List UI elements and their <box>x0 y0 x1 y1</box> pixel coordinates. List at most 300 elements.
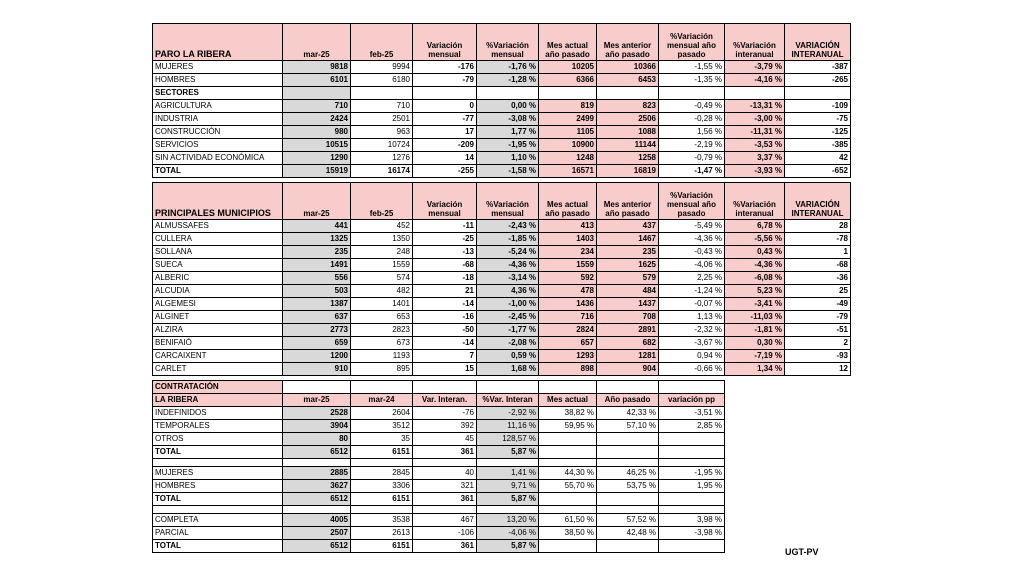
table-row <box>153 420 725 433</box>
table-cell: 1248 <box>539 152 597 165</box>
spacer-cell <box>477 459 539 467</box>
table-cell <box>659 433 725 446</box>
table-cell <box>283 381 351 394</box>
table-cell: 1290 <box>283 152 351 165</box>
table-cell: 437 <box>597 220 659 233</box>
table-cell: -1,95 % <box>659 467 725 480</box>
column-header: feb-25 <box>351 24 413 61</box>
table-cell: 0,30 % <box>725 337 785 350</box>
table-cell <box>539 493 597 506</box>
table-row <box>153 246 851 259</box>
table-cell: 2507 <box>283 527 351 540</box>
table-cell: 819 <box>539 100 597 113</box>
table-cell <box>659 540 725 553</box>
table-cell: 361 <box>413 493 477 506</box>
row-label: SUECA <box>153 259 283 272</box>
table-cell: -13 <box>413 246 477 259</box>
table-cell: -36 <box>785 272 851 285</box>
table-cell: 46,25 % <box>597 467 659 480</box>
table-cell: 10366 <box>597 61 659 74</box>
column-header: Mes anterior año pasado <box>597 24 659 61</box>
row-label: HOMBRES <box>153 74 283 87</box>
table-cell: 898 <box>539 363 597 376</box>
table-cell: -0,79 % <box>659 152 725 165</box>
column-header: %Variación interanual <box>725 24 785 61</box>
row-label: OTROS <box>153 433 283 446</box>
table-cell: -3,67 % <box>659 337 725 350</box>
spacer-cell <box>283 459 351 467</box>
table-cell: 6366 <box>539 74 597 87</box>
table-cell: -1,77 % <box>477 324 539 337</box>
table-cell: 6151 <box>351 540 413 553</box>
row-label: BENIFAIÓ <box>153 337 283 350</box>
table-cell: -106 <box>413 527 477 540</box>
column-header: VARIACIÓN INTERANUAL <box>785 183 851 220</box>
table-cell: 1,77 % <box>477 126 539 139</box>
table-cell: 2823 <box>351 324 413 337</box>
table-cell: 1,13 % <box>659 311 725 324</box>
table-cell: 1293 <box>539 350 597 363</box>
table-cell: 710 <box>351 100 413 113</box>
row-label: ALCUDIA <box>153 285 283 298</box>
table-cell: 478 <box>539 285 597 298</box>
table-cell: -4,36 % <box>725 259 785 272</box>
table-cell: 10900 <box>539 139 597 152</box>
table-cell: 14 <box>413 152 477 165</box>
table-cell: 3904 <box>283 420 351 433</box>
column-header: Variación mensual <box>413 24 477 61</box>
table-cell: -5,24 % <box>477 246 539 259</box>
table-cell <box>659 381 725 394</box>
table-cell: -4,36 % <box>477 259 539 272</box>
table-cell: 235 <box>283 246 351 259</box>
column-header: mar-25 <box>283 24 351 61</box>
table-cell: -4,06 % <box>477 527 539 540</box>
table-cell: 910 <box>283 363 351 376</box>
table-row <box>153 493 725 506</box>
table-cell: 7 <box>413 350 477 363</box>
spacer-cell <box>153 459 283 467</box>
table-cell: -25 <box>413 233 477 246</box>
row-label: HOMBRES <box>153 480 283 493</box>
table-cell: -1,24 % <box>659 285 725 298</box>
table-cell: 1467 <box>597 233 659 246</box>
table-cell: -0,66 % <box>659 363 725 376</box>
spacer-row <box>153 506 725 514</box>
column-header: Año pasado <box>597 394 659 407</box>
table-cell: 2891 <box>597 324 659 337</box>
table-row <box>153 350 851 363</box>
table-cell: 6,78 % <box>725 220 785 233</box>
table-row <box>153 113 851 126</box>
table-cell: 2 <box>785 337 851 350</box>
table-cell: -3,00 % <box>725 113 785 126</box>
table-cell <box>539 433 597 446</box>
table-cell: 53,75 % <box>597 480 659 493</box>
spacer-cell <box>351 506 413 514</box>
table-cell: 592 <box>539 272 597 285</box>
table-cell: -4,06 % <box>659 259 725 272</box>
row-label: CARLET <box>153 363 283 376</box>
table-cell: -1,81 % <box>725 324 785 337</box>
table-cell: 2,25 % <box>659 272 725 285</box>
row-label: ALGINET <box>153 311 283 324</box>
table-cell: 708 <box>597 311 659 324</box>
table-cell: 653 <box>351 311 413 324</box>
table-cell <box>351 87 413 100</box>
table-row <box>153 220 851 233</box>
table-cell: 9818 <box>283 61 351 74</box>
table-cell <box>477 87 539 100</box>
table-cell: 2613 <box>351 527 413 540</box>
table-cell: 6512 <box>283 540 351 553</box>
column-header: %Var. Interan <box>477 394 539 407</box>
table-cell: -11,03 % <box>725 311 785 324</box>
table-cell: -11 <box>413 220 477 233</box>
table-cell: -68 <box>785 259 851 272</box>
table-cell: 1559 <box>351 259 413 272</box>
table-cell: 2773 <box>283 324 351 337</box>
row-label: ALGEMESI <box>153 298 283 311</box>
row-label: PARCIAL <box>153 527 283 540</box>
table-row <box>153 311 851 324</box>
table-cell: -2,32 % <box>659 324 725 337</box>
table-cell <box>539 381 597 394</box>
table-cell: 1559 <box>539 259 597 272</box>
table-cell: 10205 <box>539 61 597 74</box>
table-row <box>153 407 725 420</box>
table-cell: 1281 <box>597 350 659 363</box>
section-label: SECTORES <box>153 87 283 100</box>
table-cell: 2501 <box>351 113 413 126</box>
table-cell: -3,51 % <box>659 407 725 420</box>
table-cell: 38,82 % <box>539 407 597 420</box>
column-header: PARO LA RIBERA <box>153 24 283 61</box>
table-cell: 2424 <box>283 113 351 126</box>
table-cell: 16819 <box>597 165 659 178</box>
table-cell: 413 <box>539 220 597 233</box>
table-row <box>153 540 725 553</box>
table-cell: 57,52 % <box>597 514 659 527</box>
table-cell: -5,49 % <box>659 220 725 233</box>
spacer-cell <box>413 459 477 467</box>
column-header: %Variación mensual año pasado <box>659 183 725 220</box>
row-label: ALBERIC <box>153 272 283 285</box>
table-cell: -11,31 % <box>725 126 785 139</box>
table-cell: 235 <box>597 246 659 259</box>
paro-ribera-table <box>152 23 851 178</box>
table-cell <box>659 87 725 100</box>
column-header: Mes anterior año pasado <box>597 183 659 220</box>
table-cell: 1387 <box>283 298 351 311</box>
column-header: mar-25 <box>283 183 351 220</box>
table-cell: 1350 <box>351 233 413 246</box>
table-cell: -0,43 % <box>659 246 725 259</box>
table-cell: -3,53 % <box>725 139 785 152</box>
table-cell: 1258 <box>597 152 659 165</box>
table-cell: 6151 <box>351 446 413 459</box>
table-cell: 0,94 % <box>659 350 725 363</box>
table-cell: -6,08 % <box>725 272 785 285</box>
table-cell <box>477 381 539 394</box>
table-cell: 579 <box>597 272 659 285</box>
table-row <box>153 527 725 540</box>
row-label: SOLLANA <box>153 246 283 259</box>
table-cell <box>659 446 725 459</box>
table-cell: -255 <box>413 165 477 178</box>
table-cell: 682 <box>597 337 659 350</box>
table-cell: 1105 <box>539 126 597 139</box>
table-cell: 1,34 % <box>725 363 785 376</box>
table-row <box>153 233 851 246</box>
table-cell: -265 <box>785 74 851 87</box>
table-cell: 895 <box>351 363 413 376</box>
row-label: SERVICIOS <box>153 139 283 152</box>
table-cell: 1436 <box>539 298 597 311</box>
table-cell: 80 <box>283 433 351 446</box>
contratacion-table <box>152 380 725 553</box>
row-label: TOTAL <box>153 446 283 459</box>
table-cell: 42,33 % <box>597 407 659 420</box>
table-cell: -1,76 % <box>477 61 539 74</box>
table-cell: -79 <box>785 311 851 324</box>
table-cell: 1403 <box>539 233 597 246</box>
table-cell: -2,92 % <box>477 407 539 420</box>
column-header: VARIACIÓN INTERANUAL <box>785 24 851 61</box>
table-cell: 40 <box>413 467 477 480</box>
table-cell: 10515 <box>283 139 351 152</box>
table-cell: -78 <box>785 233 851 246</box>
spacer-row <box>153 459 725 467</box>
table-cell: -209 <box>413 139 477 152</box>
section-title-row <box>153 381 725 394</box>
table-cell: 248 <box>351 246 413 259</box>
table-cell: -1,28 % <box>477 74 539 87</box>
table-cell: 9994 <box>351 61 413 74</box>
table-cell: 2499 <box>539 113 597 126</box>
table-cell: -3,93 % <box>725 165 785 178</box>
table-cell: -77 <box>413 113 477 126</box>
column-header: Mes actual año pasado <box>539 24 597 61</box>
table-cell: 1401 <box>351 298 413 311</box>
table-cell: 2885 <box>283 467 351 480</box>
table-cell: 659 <box>283 337 351 350</box>
table-cell: 16174 <box>351 165 413 178</box>
table-cell: -1,95 % <box>477 139 539 152</box>
table-cell: -0,07 % <box>659 298 725 311</box>
header-row <box>153 394 725 407</box>
header-row <box>153 183 851 220</box>
column-header: %Variación mensual año pasado <box>659 24 725 61</box>
column-header: Variación mensual <box>413 183 477 220</box>
table-cell: -4,16 % <box>725 74 785 87</box>
table-cell: 963 <box>351 126 413 139</box>
table-cell: 1625 <box>597 259 659 272</box>
table-cell: -3,41 % <box>725 298 785 311</box>
spacer-cell <box>539 506 597 514</box>
table-cell: 5,87 % <box>477 493 539 506</box>
table-cell: 467 <box>413 514 477 527</box>
table-cell: -2,43 % <box>477 220 539 233</box>
table-cell: 3627 <box>283 480 351 493</box>
table-cell: 4,36 % <box>477 285 539 298</box>
table-row <box>153 165 851 178</box>
table-cell: 61,50 % <box>539 514 597 527</box>
spacer-cell <box>539 459 597 467</box>
table-cell: 42,48 % <box>597 527 659 540</box>
municipios-table <box>152 182 851 376</box>
table-cell: 1491 <box>283 259 351 272</box>
column-header: %Variación interanual <box>725 183 785 220</box>
table-cell: 1193 <box>351 350 413 363</box>
table-cell: 904 <box>597 363 659 376</box>
table-cell: 6101 <box>283 74 351 87</box>
table-row <box>153 298 851 311</box>
table-cell: 823 <box>597 100 659 113</box>
table-cell: -4,36 % <box>659 233 725 246</box>
table-cell: 441 <box>283 220 351 233</box>
table-cell: -0,49 % <box>659 100 725 113</box>
table-cell: 2506 <box>597 113 659 126</box>
table-cell: -76 <box>413 407 477 420</box>
table-cell <box>539 540 597 553</box>
table-cell: -14 <box>413 337 477 350</box>
table-cell: -75 <box>785 113 851 126</box>
table-cell <box>539 446 597 459</box>
table-cell: 484 <box>597 285 659 298</box>
table-cell: 392 <box>413 420 477 433</box>
row-label: CONSTRUCCIÓN <box>153 126 283 139</box>
table-cell: -93 <box>785 350 851 363</box>
row-label: AGRICULTURA <box>153 100 283 113</box>
column-header: mar-24 <box>351 394 413 407</box>
table-cell: 1,41 % <box>477 467 539 480</box>
column-header: PRINCIPALES MUNICIPIOS <box>153 183 283 220</box>
table-cell: 5,23 % <box>725 285 785 298</box>
table-cell: 3538 <box>351 514 413 527</box>
table-cell: 2845 <box>351 467 413 480</box>
spacer-cell <box>413 506 477 514</box>
table-cell: -3,98 % <box>659 527 725 540</box>
table-cell: 2604 <box>351 407 413 420</box>
table-cell: -79 <box>413 74 477 87</box>
table-cell: 6180 <box>351 74 413 87</box>
table-cell: 6512 <box>283 493 351 506</box>
table-cell: 9,71 % <box>477 480 539 493</box>
signature: UGT-PV <box>785 547 819 557</box>
table-cell: -387 <box>785 61 851 74</box>
table-cell: 1200 <box>283 350 351 363</box>
table-cell: 25 <box>785 285 851 298</box>
spacer-cell <box>351 459 413 467</box>
table-cell: 637 <box>283 311 351 324</box>
table-cell: 59,95 % <box>539 420 597 433</box>
table-cell: 0,43 % <box>725 246 785 259</box>
table-cell: -51 <box>785 324 851 337</box>
table-cell: 361 <box>413 540 477 553</box>
table-cell: 1,68 % <box>477 363 539 376</box>
table-cell: 15 <box>413 363 477 376</box>
table-cell: 35 <box>351 433 413 446</box>
column-header: LA RIBERA <box>153 394 283 407</box>
table-cell: 21 <box>413 285 477 298</box>
row-label: TOTAL <box>153 165 283 178</box>
table-cell: 11,16 % <box>477 420 539 433</box>
table-cell: 234 <box>539 246 597 259</box>
table-cell: 556 <box>283 272 351 285</box>
table-cell: -18 <box>413 272 477 285</box>
row-label: INDUSTRIA <box>153 113 283 126</box>
table-cell: -5,56 % <box>725 233 785 246</box>
table-cell: 0 <box>413 100 477 113</box>
table-cell: 5,87 % <box>477 446 539 459</box>
spreadsheet <box>152 23 851 553</box>
table-cell: 1 <box>785 246 851 259</box>
table-cell: -13,31 % <box>725 100 785 113</box>
row-label: TOTAL <box>153 493 283 506</box>
row-label: TEMPORALES <box>153 420 283 433</box>
table-cell: 503 <box>283 285 351 298</box>
column-header: Mes actual año pasado <box>539 183 597 220</box>
table-cell <box>413 381 477 394</box>
spacer-cell <box>659 459 725 467</box>
row-label: MUJERES <box>153 467 283 480</box>
table-row <box>153 480 725 493</box>
table-cell: 3,98 % <box>659 514 725 527</box>
table-cell: 0,59 % <box>477 350 539 363</box>
spacer-cell <box>597 459 659 467</box>
table-cell: -68 <box>413 259 477 272</box>
table-row <box>153 100 851 113</box>
table-cell: -3,08 % <box>477 113 539 126</box>
table-cell: 0,00 % <box>477 100 539 113</box>
table-cell: 17 <box>413 126 477 139</box>
table-cell: -3,79 % <box>725 61 785 74</box>
row-label: SIN ACTIVIDAD ECONÓMICA <box>153 152 283 165</box>
table-cell: -125 <box>785 126 851 139</box>
section-title: CONTRATACIÓN <box>153 381 283 394</box>
table-cell: 45 <box>413 433 477 446</box>
table-cell: 482 <box>351 285 413 298</box>
table-cell: 2528 <box>283 407 351 420</box>
table-cell: 55,70 % <box>539 480 597 493</box>
table-row <box>153 139 851 152</box>
table-cell: 10724 <box>351 139 413 152</box>
column-header: %Variación mensual <box>477 183 539 220</box>
table-cell <box>597 433 659 446</box>
table-cell: -652 <box>785 165 851 178</box>
row-label: INDEFINIDOS <box>153 407 283 420</box>
table-cell: 28 <box>785 220 851 233</box>
table-cell: -1,58 % <box>477 165 539 178</box>
table-cell: 2824 <box>539 324 597 337</box>
table-row <box>153 152 851 165</box>
table-row <box>153 467 725 480</box>
table-row <box>153 433 725 446</box>
table-cell: 361 <box>413 446 477 459</box>
table-cell: -109 <box>785 100 851 113</box>
table-row <box>153 446 725 459</box>
row-label: TOTAL <box>153 540 283 553</box>
table-cell: 6453 <box>597 74 659 87</box>
spacer-cell <box>153 506 283 514</box>
column-header: mar-25 <box>283 394 351 407</box>
table-cell: -385 <box>785 139 851 152</box>
spacer-cell <box>283 506 351 514</box>
table-row <box>153 324 851 337</box>
table-row <box>153 285 851 298</box>
table-cell <box>597 381 659 394</box>
